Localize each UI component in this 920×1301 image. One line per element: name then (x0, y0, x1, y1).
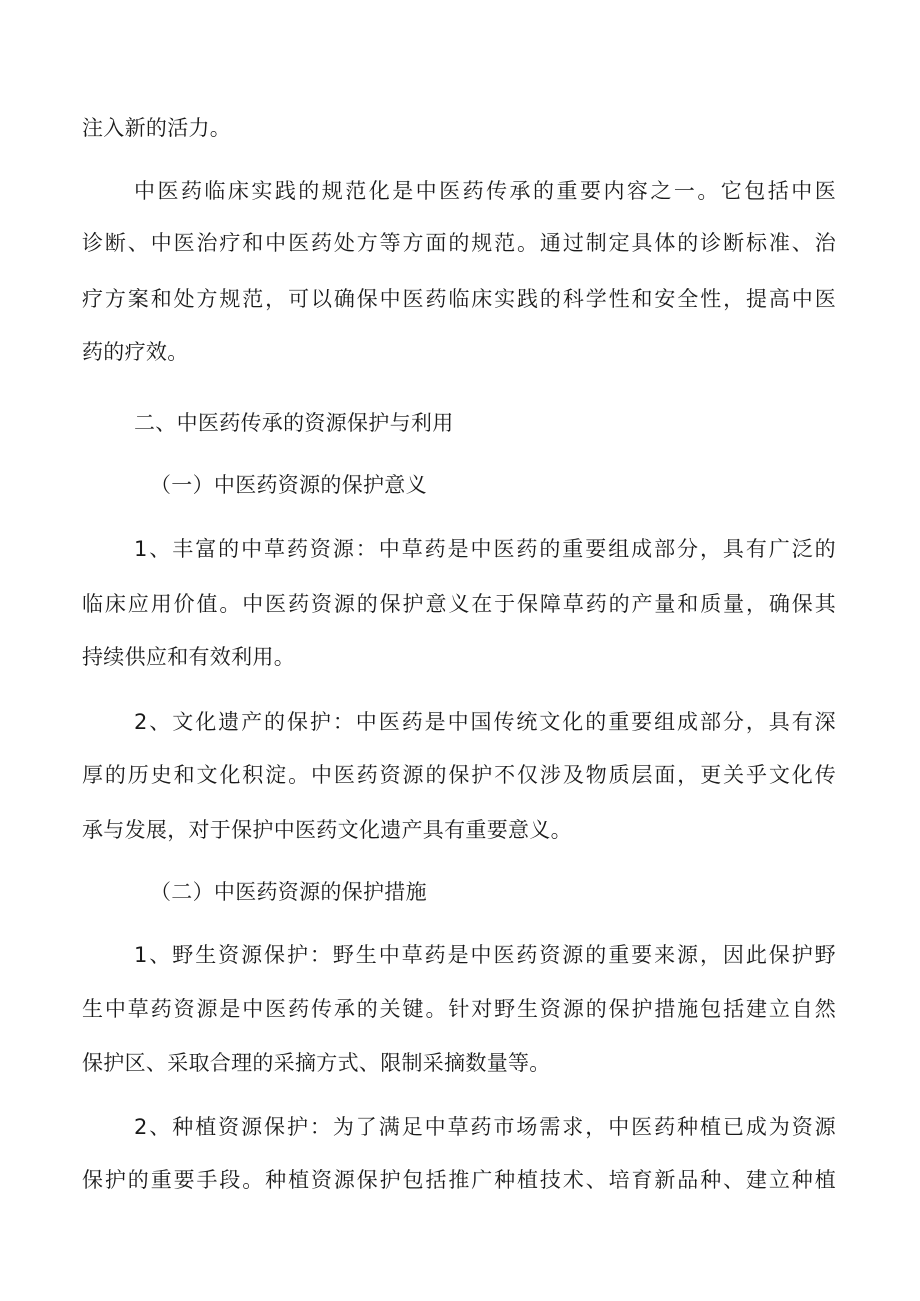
paragraph-line: 保护区、采取合理的采摘方式、限制采摘数量等。 (82, 1051, 551, 1075)
paragraph-line: 2、文化遗产的保护：中医药是中国传统文化的重要组成部分，具有深 (134, 710, 836, 734)
paragraph-line: 持续供应和有效利用。 (82, 645, 295, 669)
paragraph-line: 厚的历史和文化积淀。中医药资源的保护不仅涉及物质层面，更关乎文化传 (82, 763, 836, 787)
paragraph-line: 2、种植资源保护：为了满足中草药市场需求，中医药种植已成为资源 (134, 1115, 836, 1139)
paragraph-line: 药的疗效。 (82, 340, 189, 364)
paragraph-line: 临床应用价值。中医药资源的保护意义在于保障草药的产量和质量，确保其 (82, 592, 836, 616)
section-heading: 二、中医药传承的资源保护与利用 (134, 411, 454, 435)
paragraph-line: 诊断、中医治疗和中医药处方等方面的规范。通过制定具体的诊断标准、治 (82, 231, 836, 255)
paragraph-line: 注入新的活力。 (82, 116, 232, 140)
paragraph-line: 生中草药资源是中医药传承的关键。针对野生资源的保护措施包括建立自然 (82, 997, 836, 1021)
subsection-heading: （一）中医药资源的保护意义 (150, 473, 427, 497)
paragraph-line: 中医药临床实践的规范化是中医药传承的重要内容之一。它包括中医 (134, 179, 836, 203)
paragraph-line: 保护的重要手段。种植资源保护包括推广种植技术、培育新品种、建立种植 (82, 1168, 836, 1192)
paragraph-line: 1、野生资源保护：野生中草药是中医药资源的重要来源，因此保护野 (134, 943, 836, 967)
paragraph-line: 承与发展，对于保护中医药文化遗产具有重要意义。 (82, 818, 572, 842)
subsection-heading: （二）中医药资源的保护措施 (150, 880, 427, 904)
paragraph-line: 1、丰富的中草药资源：中草药是中医药的重要组成部分，具有广泛的 (134, 537, 836, 561)
paragraph-line: 疗方案和处方规范，可以确保中医药临床实践的科学性和安全性，提高中医 (82, 287, 836, 311)
